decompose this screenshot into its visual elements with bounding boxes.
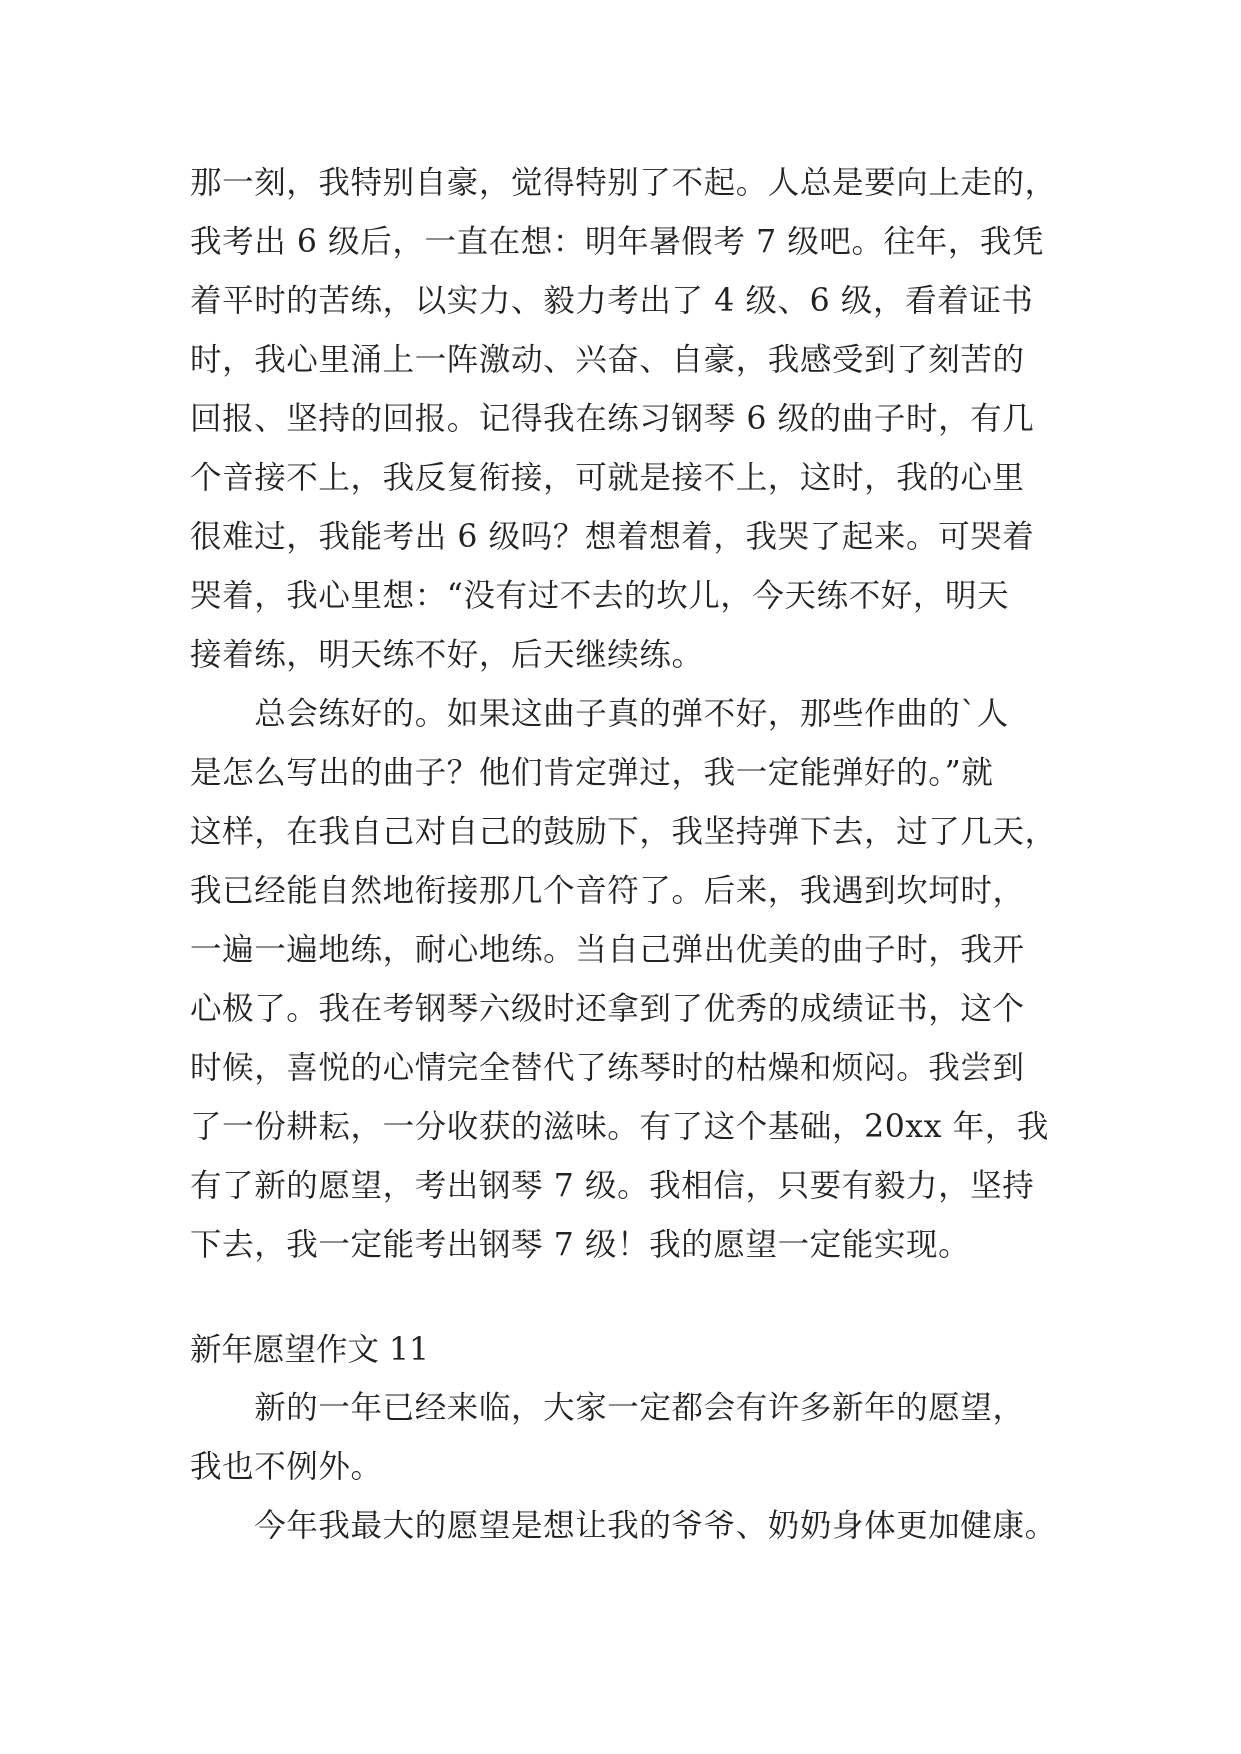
essay-title: 新年愿望作文 11 bbox=[190, 1332, 430, 1368]
paragraph-line: 我已经能自然地衔接那几个音符了。后来，我遇到坎坷时， bbox=[190, 873, 1025, 909]
paragraph-line: 今年我最大的愿望是想让我的爷爷、奶奶身体更加健康。 bbox=[190, 1508, 1057, 1544]
paragraph-line: 下去，我一定能考出钢琴 7 级！我的愿望一定能实现。 bbox=[190, 1227, 971, 1263]
paragraph-line: 心极了。我在考钢琴六级时还拿到了优秀的成绩证书，这个 bbox=[190, 991, 1025, 1027]
paragraph-line: 时候，喜悦的心情完全替代了练琴时的枯燥和烦闷。我尝到 bbox=[190, 1050, 1025, 1086]
paragraph-line: 这样，在我自己对自己的鼓励下，我坚持弹下去，过了几天， bbox=[190, 814, 1057, 850]
paragraph-line: 个音接不上，我反复衔接，可就是接不上，这时，我的心里 bbox=[190, 460, 1025, 496]
paragraph-line: 有了新的愿望，考出钢琴 7 级。我相信，只要有毅力，坚持 bbox=[190, 1168, 1035, 1204]
paragraph-line: 一遍一遍地练，耐心地练。当自己弹出优美的曲子时，我开 bbox=[190, 932, 1025, 968]
paragraph-line: 新的一年已经来临，大家一定都会有许多新年的愿望， bbox=[190, 1390, 1025, 1426]
paragraph-line: 哭着，我心里想：“没有过不去的坎儿，今天练不好，明天 bbox=[190, 578, 1010, 614]
paragraph-line: 接着练，明天练不好，后天继续练。 bbox=[190, 637, 704, 673]
paragraph-line: 那一刻，我特别自豪，觉得特别了不起。人总是要向上走的， bbox=[190, 165, 1057, 201]
paragraph-line: 我也不例外。 bbox=[190, 1449, 383, 1485]
paragraph-line: 了一份耕耘，一分收获的滋味。有了这个基础，20xx 年，我 bbox=[190, 1109, 1050, 1145]
paragraph-line: 时，我心里涌上一阵激动、兴奋、自豪，我感受到了刻苦的 bbox=[190, 342, 1025, 378]
paragraph-line: 很难过，我能考出 6 级吗？想着想着，我哭了起来。可哭着 bbox=[190, 519, 1035, 555]
paragraph-line: 我考出 6 级后，一直在想：明年暑假考 7 级吧。往年，我凭 bbox=[190, 224, 1045, 260]
paragraph-line: 是怎么写出的曲子？他们肯定弹过，我一定能弹好的。”就 bbox=[190, 755, 994, 791]
paragraph-line: 总会练好的。如果这曲子真的弹不好，那些作曲的`人 bbox=[190, 696, 1009, 732]
paragraph-line: 着平时的苦练，以实力、毅力考出了 4 级、6 级，看着证书 bbox=[190, 283, 1034, 319]
paragraph-line: 回报、坚持的回报。记得我在练习钢琴 6 级的曲子时，有几 bbox=[190, 401, 1035, 437]
